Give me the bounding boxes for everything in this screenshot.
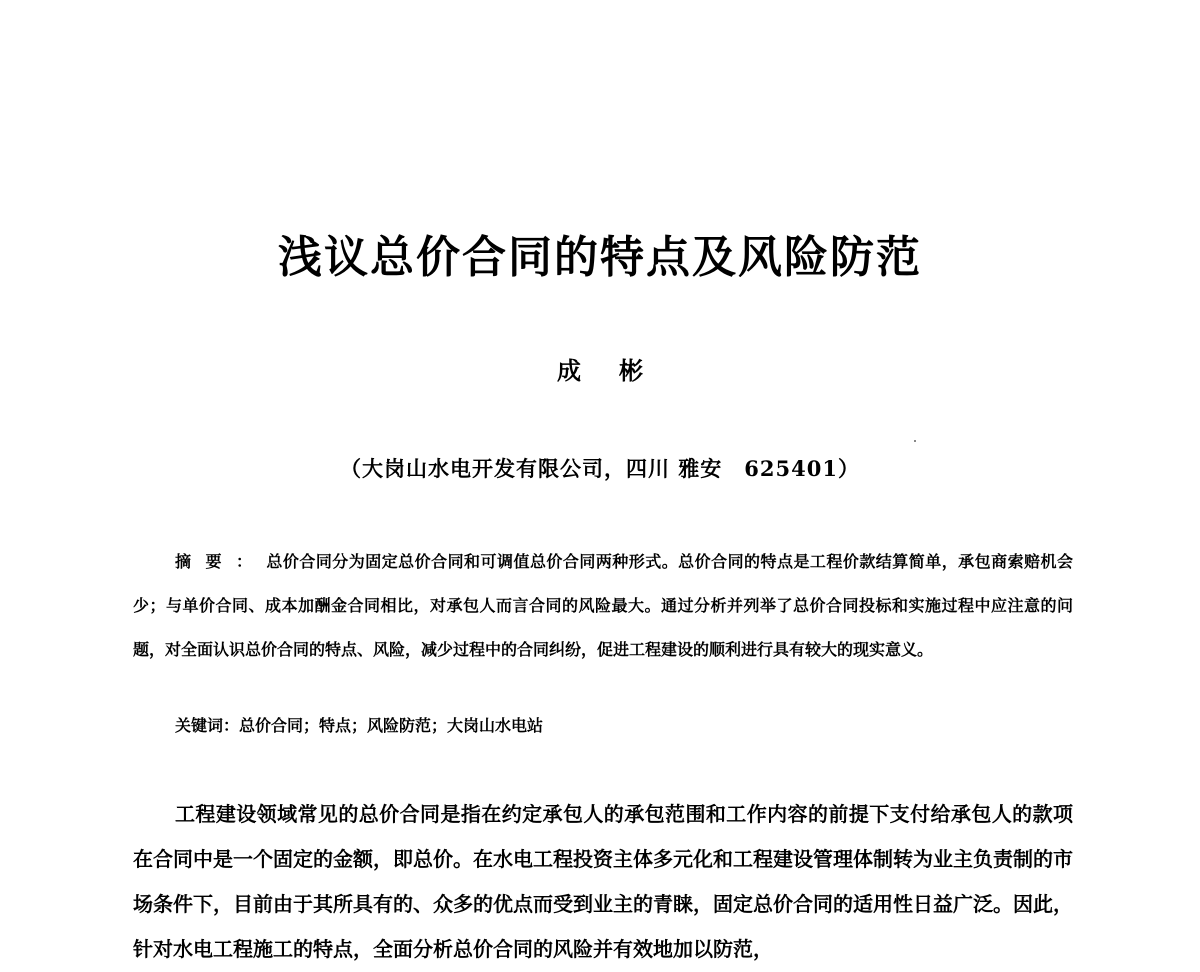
keywords-text: 总价合同；特点；风险防范；大岗山水电站 — [239, 716, 544, 735]
abstract-label: 摘要： — [175, 552, 267, 571]
author-name — [0, 354, 1200, 388]
abstract — [133, 540, 1073, 672]
author-given-name: 彬 — [619, 356, 643, 385]
scan-speck — [914, 440, 916, 442]
keywords — [175, 710, 543, 742]
abstract-text: 总价合同分为固定总价合同和可调值总价合同两种形式。总价合同的特点是工程价款结算简单，承包商索赔机会少；与单价合同、成本加酬金合同相比，对承包人而言合同的风险最大。通过分析并列举了总价合同投标和实施过程中应注意的问题，对全面认识总价合同的特点、风险，减少过程中的合同纠纷，促进工程建设的顺利进行具有较大的现实意义。 — [133, 552, 1073, 659]
author-affiliation: （大岗山水电开发有限公司，四川 雅安 625401） — [340, 456, 860, 481]
body-paragraph: 工程建设领域常见的总价合同是指在约定承包人的承包范围和工作内容的前提下支付给承包人的款项在合同中是一个固定的金额，即总价。在水电工程投资主体多元化和工程建设管理体制转为业主负责制的市场条件下，目前由于其所具有的、众多的优点而受到业主的青睐，固定总价合同的适用性日益广泛。因此，针对水电工程施工的特点，全面分析总价合同的风险并有效地加以防范， — [133, 802, 1073, 961]
keywords-label: 关键词： — [175, 716, 240, 735]
paper-title: 浅议总价合同的特点及风险防范 — [278, 232, 922, 283]
author-surname: 成 — [557, 356, 581, 385]
